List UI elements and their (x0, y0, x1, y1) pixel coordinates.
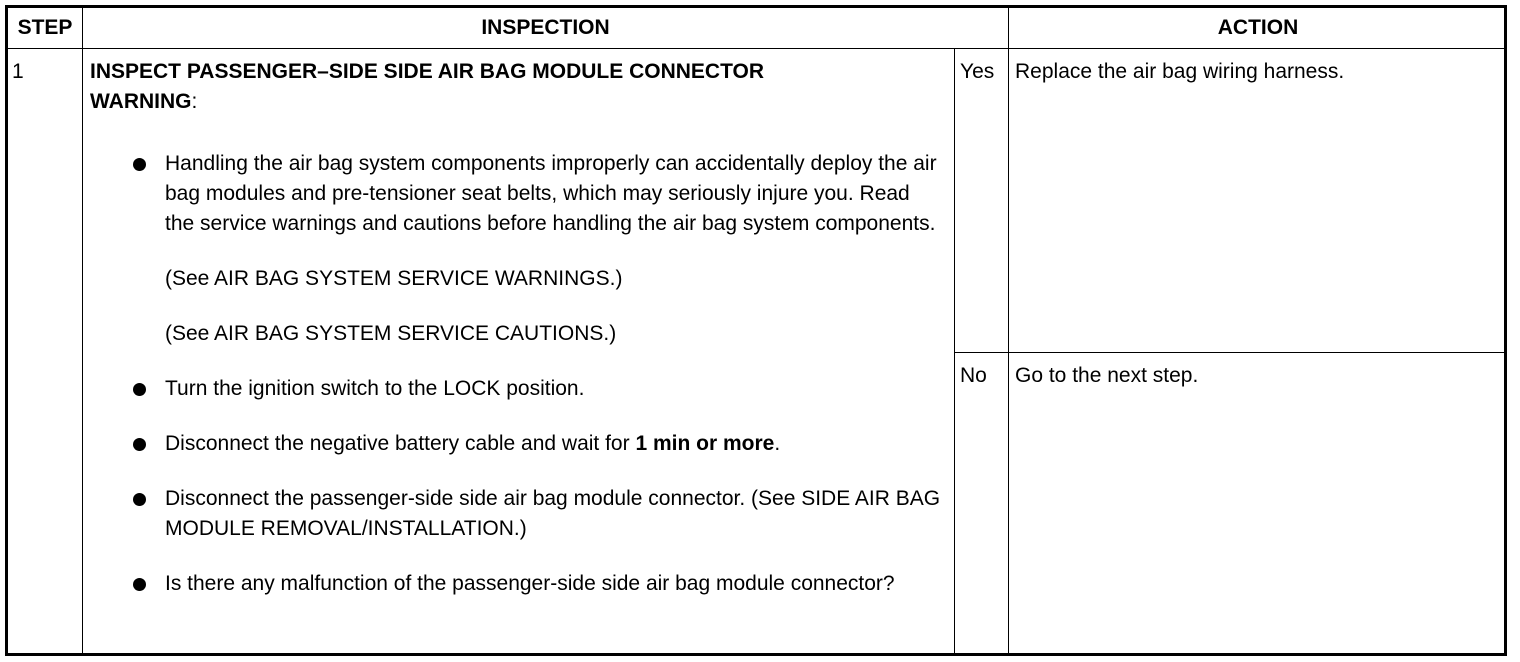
bullet-text: Disconnect the negative battery cable and wait for 1 min or more. (165, 432, 781, 455)
inspection-title: INSPECT PASSENGER–SIDE SIDE AIR BAG MODULE CONNECTOR (90, 60, 765, 83)
divider-header (8, 48, 1504, 49)
see-cautions-ref: (See AIR BAG SYSTEM SERVICE CAUTIONS.) (165, 322, 617, 345)
header-inspection: INSPECTION (481, 16, 610, 39)
bullet-text: Turn the ignition switch to the LOCK position. (165, 377, 585, 400)
warning-label: WARNING (90, 90, 192, 113)
list-item (90, 569, 942, 599)
bullet-icon (133, 493, 146, 506)
header-action: ACTION (1217, 16, 1299, 39)
warning-heading (90, 87, 942, 117)
bullet-icon (133, 438, 146, 451)
divider-yesno (954, 48, 955, 653)
inspection-bullets (90, 149, 942, 599)
list-item (90, 149, 942, 349)
bullet-bold-text: 1 min or more (635, 432, 775, 455)
header-step: STEP (17, 16, 73, 39)
list-item (90, 429, 942, 459)
divider-yes-no (954, 352, 1504, 353)
warning-colon: : (191, 90, 198, 113)
see-warnings-ref: (See AIR BAG SYSTEM SERVICE WARNINGS.) (165, 267, 623, 290)
no-action: Go to the next step. (1015, 364, 1199, 387)
no-label: No (960, 364, 987, 387)
inspection-content (90, 57, 942, 599)
yes-action: Replace the air bag wiring harness. (1015, 60, 1345, 83)
bullet-icon (133, 158, 146, 171)
bullet-icon (133, 578, 146, 591)
divider-inspection (1008, 8, 1009, 653)
bullet-text: Disconnect the passenger-side side air bag module connector. (See SIDE AIR BAG MODULE REMOVAL/INSTALLATION.) (165, 487, 941, 540)
yes-label: Yes (960, 60, 995, 83)
step-number: 1 (12, 60, 24, 83)
bullet-icon (133, 383, 146, 396)
divider-step (82, 8, 83, 653)
bullet-text: Handling the air bag system components improperly can accidentally deploy the air bag modules and pre-tensioner seat belts, which may seriously injure you. Read the service warnings and cautions before handling the air bag system components. (165, 152, 937, 235)
list-item (90, 374, 942, 404)
diagnostic-table (5, 5, 1507, 656)
list-item (90, 484, 942, 544)
bullet-text: Is there any malfunction of the passenger-side side air bag module connector? (165, 572, 895, 595)
